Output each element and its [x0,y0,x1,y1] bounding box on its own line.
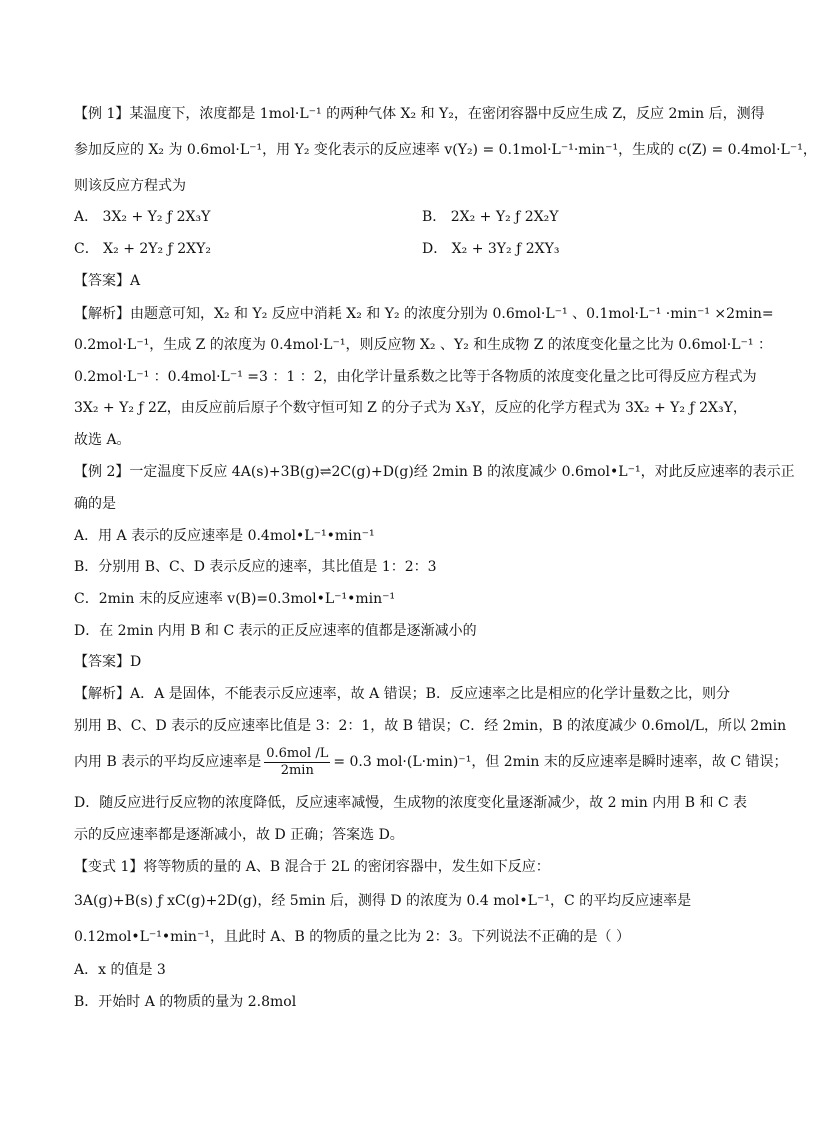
variant1-option-a: A．x 的值是 3 [74,962,166,978]
example1-option-d: D． X₂ + 3Y₂ ƒ 2XY₃ [422,241,560,257]
example2-analysis-line2: 别用 B、C、D 表示的反应速率比值是 3：2：1，故 B 错误；C．经 2min，B 的浓度减少 0.6mol/L，所以 2min [74,718,787,734]
example2-question-line2: 确的是 [74,496,116,512]
example1-analysis-line3: 0.2mol·L⁻¹ ：0.4mol·L⁻¹ =3 ：1 ：2，由化学计量系数之比等于各物质的浓度变化量之比可得反应方程式为 [74,369,757,385]
example1-answer: 【答案】A [74,273,141,289]
example1-options-row2 [74,239,734,259]
example2-analysis-line1: 【解析】A．A 是固体，不能表示反应速率，故 A 错误；B．反应速率之比是相应的化学计量数之比，则分 [74,686,730,702]
example1-analysis-line2: 0.2mol·L⁻¹，生成 Z 的浓度为 0.4mol·L⁻¹，则反应物 X₂ 、Y₂ 和生成物 Z 的浓度变化量之比为 0.6mol·L⁻¹ ： [74,337,772,353]
variant1-question-line1: 【变式 1】将等物质的量的 A、B 混合于 2L 的密闭容器中，发生如下反应： [74,859,550,875]
fraction-denominator: 2min [280,762,314,778]
variant1-option-b: B．开始时 A 的物质的量为 2.8mol [74,994,297,1010]
example2-option-b: B．分别用 B、C、D 表示反应的速率，其比值是 1：2：3 [74,559,437,575]
example2-option-c: C．2min 末的反应速率 v(B)=0.3mol•L⁻¹•min⁻¹ [74,591,396,607]
example1-analysis-line1: 【解析】由题意可知，X₂ 和 Y₂ 反应中消耗 X₂ 和 Y₂ 的浓度分别为 0.6mol·L⁻¹ 、0.1mol·L⁻¹ ·min⁻¹ ×2min= [74,306,774,322]
example2-option-a: A．用 A 表示的反应速率是 0.4mol•L⁻¹•min⁻¹ [74,528,375,544]
fraction-numerator: 0.6mol /L [266,745,329,761]
example2-analysis-line3 [74,744,788,780]
example1-option-a: A． 3X₂ + Y₂ ƒ 2X₃Y [74,209,211,225]
example2-question-line1: 【例 2】一定温度下反应 4A(s)+3B(g)⇌2C(g)+D(g)经 2min B 的浓度减少 0.6mol•L⁻¹，对此反应速率的表示正 [74,464,795,480]
example2-analysis-line4: D．随反应进行反应物的浓度降低，反应速率减慢，生成物的浓度变化量逐渐减少，故 2 min 内用 B 和 C 表 [74,795,748,811]
example2-answer: 【答案】D [74,654,142,670]
example2-analysis-line5: 示的反应速率都是逐渐减小，故 D 正确；答案选 D。 [74,827,404,843]
example2-analysis-line3-end: = 0.3 mol·(L·min)⁻¹，但 2min 末的反应速率是瞬时速率，故 C 错误； [333,754,788,770]
example1-question-line2: 参加反应的 X₂ 为 0.6mol·L⁻¹，用 Y₂ 变化表示的反应速率 v(Y₂) = 0.1mol·L⁻¹·min⁻¹，生成的 c(Z) = 0.4mol·L⁻¹， [74,142,817,158]
example1-question-line3: 则该反应方程式为 [74,178,186,194]
variant1-question-line2: 3A(g)+B(s) ƒ xC(g)+2D(g)，经 5min 后，测得 D 的浓度为 0.4 mol•L⁻¹，C 的平均反应速率是 [74,893,692,909]
example1-analysis-line5: 故选 A。 [74,432,131,448]
variant1-question-line3: 0.12mol•L⁻¹•min⁻¹，且此时 A、B 的物质的量之比为 2：3。下列说法不正确的是（ ） [74,929,630,945]
example2-analysis-line3-start: 内用 B 表示的平均反应速率是 [74,754,262,770]
example1-option-b: B． 2X₂ + Y₂ ƒ 2X₂Y [422,209,559,225]
example1-analysis-line4: 3X₂ + Y₂ ƒ 2Z，由反应前后原子个数守恒可知 Z 的分子式为 X₃Y，反应的化学方程式为 3X₂ + Y₂ ƒ 2X₃Y， [74,400,747,416]
rate-fraction [264,746,330,779]
example1-option-c: C． X₂ + 2Y₂ ƒ 2XY₂ [74,241,211,257]
example2-option-d: D．在 2min 内用 B 和 C 表示的正反应速率的值都是逐渐减小的 [74,623,477,639]
example1-options-row1 [74,207,734,227]
example1-question-line1: 【例 1】某温度下，浓度都是 1mol·L⁻¹ 的两种气体 X₂ 和 Y₂，在密闭容器中反应生成 Z，反应 2min 后，测得 [74,106,765,122]
